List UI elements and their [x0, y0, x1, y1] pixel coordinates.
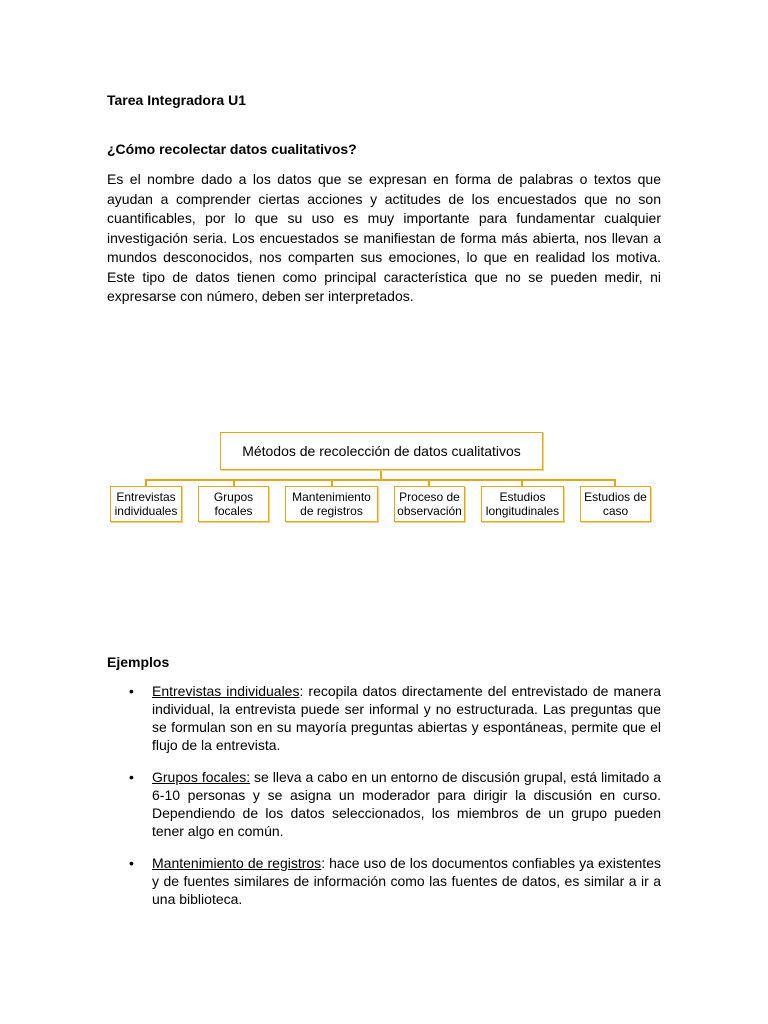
bullet-icon: • [129, 769, 134, 785]
diagram-child-box: Estudios longitudinales [481, 486, 564, 522]
list-item [107, 768, 661, 840]
example-term: Mantenimiento de registros [152, 855, 322, 871]
branch-connector [521, 479, 523, 487]
intro-paragraph: Es el nombre dado a los datos que se expresan en forma de palabras o textos que ayudan a comprender ciertas acciones y actitudes de los encuestados que no son cuantificables, por lo que su uso es muy importante para fundamentar cualquier investigación seria. Los encuestados se manifiestan de forma más abierta, nos llevan a mundos desconocidos, nos comparten sus emociones, lo que en realidad los motiva. Este tipo de datos tienen como principal característica que no se pueden medir, ni expresarse con número, deben ser interpretados. [107, 171, 661, 304]
list-item [107, 682, 661, 754]
example-term: Entrevistas individuales [152, 683, 300, 699]
branch-connector [233, 479, 235, 487]
examples-list [107, 682, 661, 922]
root-connector [380, 470, 382, 480]
branch-connector [428, 479, 430, 487]
example-text: : recopila datos directamente del entrevistado de manera individual, la entrevista puede ser informal y no estructurada. Las preguntas que se formulan son en su mayoría preguntas abiertas y espontáneas, permite que el flujo de la entrevista. [152, 683, 661, 753]
example-text: se lleva a cabo en un entorno de discusión grupal, está limitado a 6-10 personas y se asigna un moderador para dirigir la discusión en curso. Dependiendo de los datos seleccionados, los miembros de un grupo pueden tener algo en común. [152, 769, 661, 839]
diagram-child-box: Proceso de observación [394, 486, 465, 522]
diagram-root-box: Métodos de recolección de datos cualitativos [220, 432, 543, 470]
example-term: Grupos focales: [152, 769, 251, 785]
branch-connector [614, 479, 616, 487]
branch-connector [145, 479, 147, 487]
diagram-child-box: Entrevistas individuales [110, 486, 182, 522]
example-text: : hace uso de los documentos confiables ya existentes y de fuentes similares de información como las fuentes de datos, es similar a ir a una biblioteca. [152, 855, 661, 907]
examples-heading: Ejemplos [107, 654, 170, 670]
horizontal-connector [145, 479, 616, 481]
list-item [107, 854, 661, 908]
diagram-child-box: Grupos focales [198, 486, 269, 522]
branch-connector [331, 479, 333, 487]
diagram-child-box: Mantenimiento de registros [285, 486, 378, 522]
bullet-icon: • [129, 683, 134, 699]
page-title: Tarea Integradora U1 [107, 92, 247, 108]
question-heading: ¿Cómo recolectar datos cualitativos? [107, 141, 357, 157]
diagram-child-box: Estudios de caso [580, 486, 651, 522]
bullet-icon: • [129, 855, 134, 871]
